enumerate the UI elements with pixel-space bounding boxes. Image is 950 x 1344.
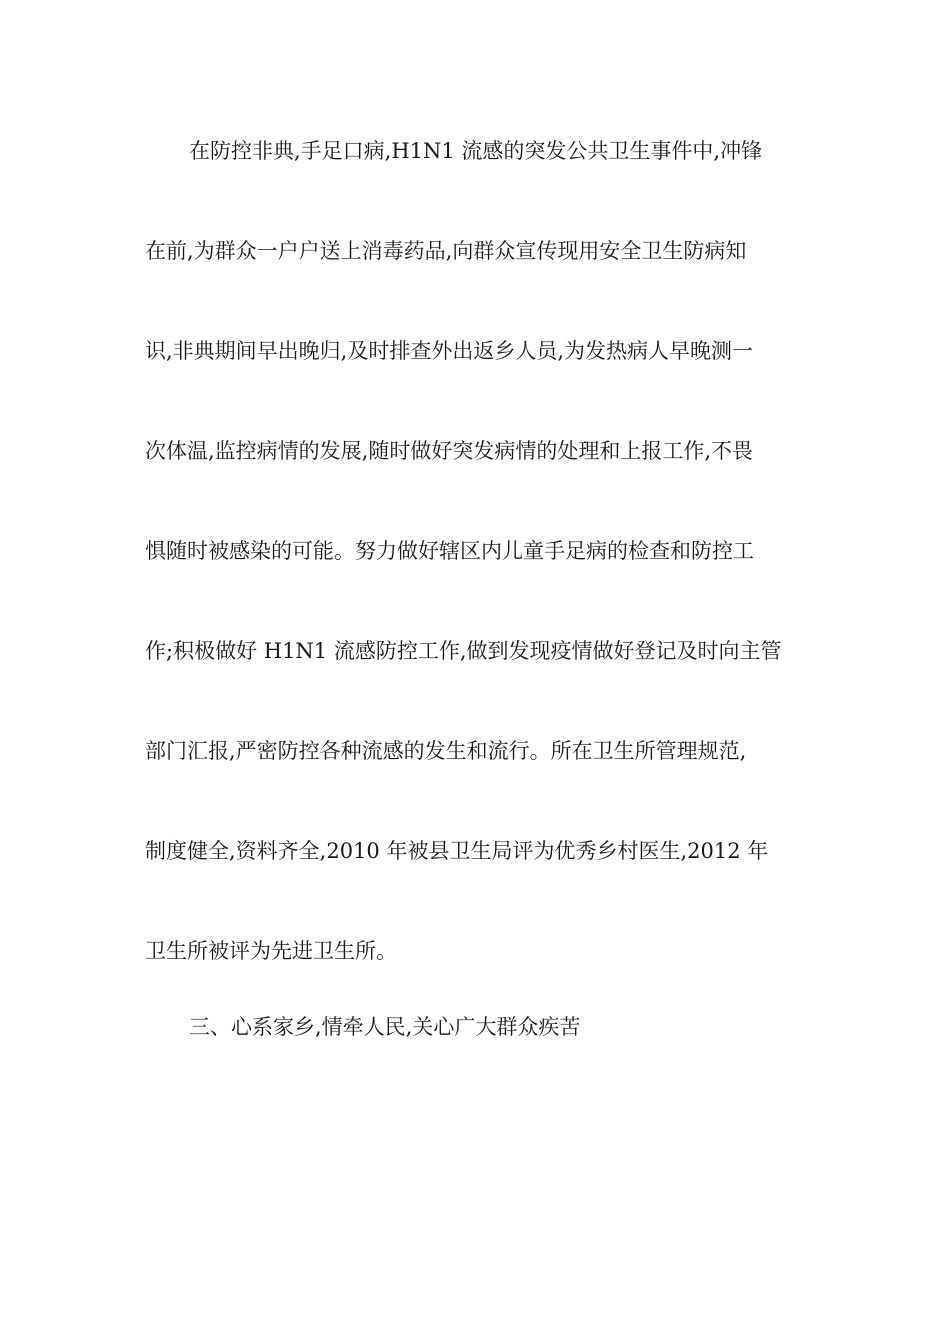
paragraph-line-2: 在前,为群众一户户送上消毒药品,向群众宣传现用安全卫生防病知	[145, 239, 747, 263]
paragraph-line-6: 作;积极做好 H1N1 流感防控工作,做到发现疫情做好登记及时向主管	[145, 639, 782, 663]
paragraph-line-1: 在防控非典,手足口病,H1N1 流感的突发公共卫生事件中,冲锋	[189, 139, 763, 163]
paragraph-line-3: 识,非典期间早出晚归,及时排查外出返乡人员,为发热病人早晚测一	[145, 339, 754, 363]
paragraph-line-7: 部门汇报,严密防控各种流感的发生和流行。所在卫生所管理规范,	[145, 739, 747, 763]
paragraph-line-9: 卫生所被评为先进卫生所。	[145, 939, 397, 963]
paragraph-line-4: 次体温,监控病情的发展,随时做好突发病情的处理和上报工作,不畏	[145, 439, 754, 463]
paragraph-line-8: 制度健全,资料齐全,2010 年被县卫生局评为优秀乡村医生,2012 年	[145, 839, 769, 863]
paragraph-line-5: 惧随时被感染的可能。努力做好辖区内儿童手足病的检查和防控工	[145, 539, 754, 563]
section-heading: 三、心系家乡,情牵人民,关心广大群众疾苦	[189, 1015, 581, 1039]
